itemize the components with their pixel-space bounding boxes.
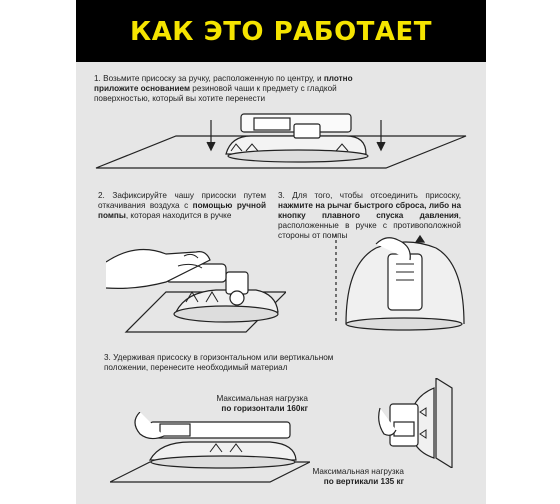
step4-text	[104, 353, 344, 373]
header-banner	[76, 0, 486, 62]
step1-text	[94, 74, 394, 104]
step2-suffix: , которая находится в ручке	[125, 211, 232, 220]
step2-bold: помощью ручной помпы	[98, 201, 267, 220]
step1-bold: плотно приложите основанием	[94, 74, 353, 93]
instruction-card	[76, 0, 486, 504]
load-vertical	[272, 467, 404, 487]
step1-suffix: резиновой чаши к предмету с гладкой поверхностью, который вы хотите перенести	[94, 84, 337, 103]
step3-suffix: , расположенные в ручке с противоположной стороны от помпы	[278, 211, 461, 240]
page-title: КАК ЭТО РАБОТАЕТ	[129, 17, 433, 47]
load-horizontal-label: Максимальная нагрузка	[216, 394, 308, 403]
step4-vertical-illustration	[376, 378, 456, 468]
release-lever	[388, 254, 422, 310]
load-vertical-value: по вертикали 135 кг	[323, 477, 404, 486]
step2-prefix: 2. Зафиксируйте чашу присоски путем откачивания воздуха с	[98, 191, 266, 210]
step4-label: 3. Удерживая присоску в горизонтальном или вертикальном положении, перенесите необходимый материал	[104, 353, 334, 372]
load-horizontal	[194, 394, 308, 414]
step3-bold: нажмите на рычаг быстрого сброса, либо на кнопку плавного спуска давления	[278, 201, 461, 220]
step3-prefix: 3. Для того, чтобы отсоединить присоску,	[278, 191, 461, 200]
load-horizontal-value: по горизонтали 160кг	[221, 404, 308, 413]
step1-illustration	[76, 106, 486, 176]
step2-text	[98, 191, 266, 221]
step2-illustration	[106, 232, 286, 342]
step3-illustration	[316, 234, 466, 334]
step1-prefix: 1. Возьмите присоску за ручку, расположенную по центру, и	[94, 74, 324, 83]
load-vertical-label: Максимальная нагрузка	[312, 467, 404, 476]
surface-panel	[436, 378, 452, 468]
